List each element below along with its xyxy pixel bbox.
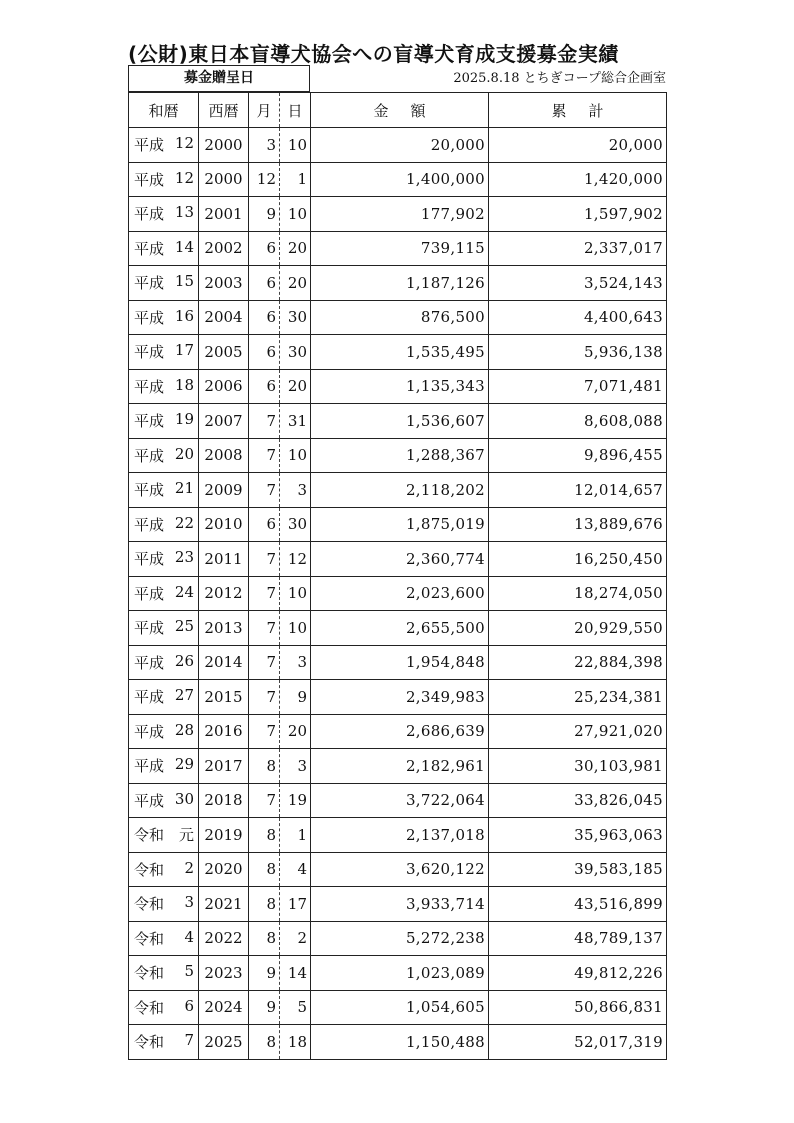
- wareki-cell: [129, 404, 199, 439]
- table-row: [129, 887, 667, 922]
- era-year: 18: [174, 375, 194, 394]
- cumulative-cell: 22,884,398: [489, 645, 667, 680]
- month-cell: 8: [249, 749, 280, 784]
- cumulative-cell: 50,866,831: [489, 990, 667, 1025]
- wareki-cell: [129, 576, 199, 611]
- seireki-cell: 2007: [199, 404, 249, 439]
- amount-cell: 177,902: [311, 197, 489, 232]
- cumulative-cell: 27,921,020: [489, 714, 667, 749]
- day-cell: 1: [280, 818, 311, 853]
- era-year: 29: [174, 755, 194, 774]
- month-cell: 6: [249, 300, 280, 335]
- day-cell: 30: [280, 335, 311, 370]
- era-name: 平成: [134, 308, 165, 327]
- era-name: 平成: [134, 722, 165, 741]
- seireki-cell: 2024: [199, 990, 249, 1025]
- amount-cell: 1,535,495: [311, 335, 489, 370]
- seireki-cell: 2025: [199, 1025, 249, 1060]
- day-cell: 5: [280, 990, 311, 1025]
- wareki-cell: [129, 887, 199, 922]
- day-cell: 19: [280, 783, 311, 818]
- amount-cell: 20,000: [311, 128, 489, 163]
- cumulative-cell: 49,812,226: [489, 956, 667, 991]
- seireki-cell: 2012: [199, 576, 249, 611]
- era-year: 6: [184, 996, 194, 1015]
- era-year: 12: [174, 134, 194, 153]
- header-wareki: 和暦: [129, 93, 199, 128]
- day-cell: 20: [280, 266, 311, 301]
- cumulative-cell: 13,889,676: [489, 507, 667, 542]
- cumulative-cell: 43,516,899: [489, 887, 667, 922]
- cumulative-cell: 3,524,143: [489, 266, 667, 301]
- day-cell: 9: [280, 680, 311, 715]
- wareki-cell: [129, 128, 199, 163]
- wareki-cell: [129, 680, 199, 715]
- era-year: 28: [174, 720, 194, 739]
- header-seireki: 西暦: [199, 93, 249, 128]
- table-row: [129, 783, 667, 818]
- amount-cell: 1,875,019: [311, 507, 489, 542]
- seireki-cell: 2022: [199, 921, 249, 956]
- table-row: [129, 162, 667, 197]
- wareki-cell: [129, 507, 199, 542]
- amount-cell: 1,536,607: [311, 404, 489, 439]
- amount-cell: 1,135,343: [311, 369, 489, 404]
- seireki-cell: 2021: [199, 887, 249, 922]
- cumulative-cell: 7,071,481: [489, 369, 667, 404]
- cumulative-cell: 12,014,657: [489, 473, 667, 508]
- wareki-cell: [129, 473, 199, 508]
- wareki-cell: [129, 231, 199, 266]
- table-row: [129, 128, 667, 163]
- era-year: 16: [174, 306, 194, 325]
- seireki-cell: 2019: [199, 818, 249, 853]
- table-row: [129, 369, 667, 404]
- era-year: 27: [174, 686, 194, 705]
- era-name: 平成: [134, 377, 165, 396]
- cumulative-cell: 48,789,137: [489, 921, 667, 956]
- donation-date-label: 募金贈呈日: [128, 65, 310, 92]
- era-year: 5: [184, 962, 194, 981]
- wareki-cell: [129, 921, 199, 956]
- era-name: 平成: [134, 757, 165, 776]
- wareki-cell: [129, 852, 199, 887]
- wareki-cell: [129, 335, 199, 370]
- cumulative-cell: 8,608,088: [489, 404, 667, 439]
- cumulative-cell: 20,000: [489, 128, 667, 163]
- era-year: 3: [184, 893, 194, 912]
- era-year: 30: [174, 789, 194, 808]
- day-cell: 12: [280, 542, 311, 577]
- day-cell: 10: [280, 611, 311, 646]
- table-row: [129, 645, 667, 680]
- amount-cell: 2,360,774: [311, 542, 489, 577]
- era-name: 令和: [134, 1033, 165, 1052]
- day-cell: 20: [280, 369, 311, 404]
- table-row: [129, 473, 667, 508]
- day-cell: 4: [280, 852, 311, 887]
- wareki-cell: [129, 197, 199, 232]
- month-cell: 7: [249, 611, 280, 646]
- seireki-cell: 2010: [199, 507, 249, 542]
- wareki-cell: [129, 266, 199, 301]
- amount-cell: 876,500: [311, 300, 489, 335]
- amount-cell: 2,137,018: [311, 818, 489, 853]
- era-year: 13: [174, 203, 194, 222]
- table-row: [129, 231, 667, 266]
- cumulative-cell: 25,234,381: [489, 680, 667, 715]
- seireki-cell: 2011: [199, 542, 249, 577]
- seireki-cell: 2014: [199, 645, 249, 680]
- seireki-cell: 2002: [199, 231, 249, 266]
- day-cell: 18: [280, 1025, 311, 1060]
- era-name: 令和: [134, 998, 165, 1017]
- cumulative-cell: 18,274,050: [489, 576, 667, 611]
- cumulative-cell: 20,929,550: [489, 611, 667, 646]
- wareki-cell: [129, 162, 199, 197]
- table-row: [129, 990, 667, 1025]
- era-year: 元: [178, 826, 194, 845]
- seireki-cell: 2001: [199, 197, 249, 232]
- day-cell: 20: [280, 714, 311, 749]
- era-year: 2: [184, 858, 194, 877]
- day-cell: 31: [280, 404, 311, 439]
- seireki-cell: 2018: [199, 783, 249, 818]
- table-header-row: [129, 93, 667, 128]
- seireki-cell: 2006: [199, 369, 249, 404]
- wareki-cell: [129, 542, 199, 577]
- cumulative-cell: 2,337,017: [489, 231, 667, 266]
- amount-cell: 3,620,122: [311, 852, 489, 887]
- era-name: 平成: [134, 584, 165, 603]
- day-cell: 10: [280, 438, 311, 473]
- month-cell: 8: [249, 921, 280, 956]
- day-cell: 30: [280, 300, 311, 335]
- table-row: [129, 852, 667, 887]
- month-cell: 7: [249, 473, 280, 508]
- day-cell: 10: [280, 197, 311, 232]
- amount-cell: 2,686,639: [311, 714, 489, 749]
- month-cell: 6: [249, 369, 280, 404]
- era-name: 令和: [134, 860, 165, 879]
- wareki-cell: [129, 611, 199, 646]
- table-row: [129, 611, 667, 646]
- month-cell: 3: [249, 128, 280, 163]
- subheader: [128, 65, 666, 92]
- day-cell: 10: [280, 576, 311, 611]
- cumulative-cell: 16,250,450: [489, 542, 667, 577]
- day-cell: 17: [280, 887, 311, 922]
- month-cell: 6: [249, 266, 280, 301]
- era-year: 26: [174, 651, 194, 670]
- amount-cell: 2,349,983: [311, 680, 489, 715]
- seireki-cell: 2009: [199, 473, 249, 508]
- era-year: 22: [174, 513, 194, 532]
- header-month: 月: [249, 93, 280, 128]
- wareki-cell: [129, 438, 199, 473]
- era-name: 平成: [134, 205, 165, 224]
- seireki-cell: 2000: [199, 128, 249, 163]
- era-name: 平成: [134, 170, 165, 189]
- era-year: 23: [174, 548, 194, 567]
- cumulative-cell: 1,420,000: [489, 162, 667, 197]
- day-cell: 20: [280, 231, 311, 266]
- era-year: 15: [174, 272, 194, 291]
- month-cell: 7: [249, 404, 280, 439]
- era-year: 19: [174, 410, 194, 429]
- month-cell: 9: [249, 956, 280, 991]
- amount-cell: 1,054,605: [311, 990, 489, 1025]
- seireki-cell: 2023: [199, 956, 249, 991]
- table-row: [129, 266, 667, 301]
- era-name: 平成: [134, 550, 165, 569]
- day-cell: 30: [280, 507, 311, 542]
- cumulative-cell: 33,826,045: [489, 783, 667, 818]
- seireki-cell: 2015: [199, 680, 249, 715]
- wareki-cell: [129, 300, 199, 335]
- era-year: 25: [174, 617, 194, 636]
- header-day: 日: [280, 93, 311, 128]
- month-cell: 12: [249, 162, 280, 197]
- era-year: 12: [174, 168, 194, 187]
- table-row: [129, 749, 667, 784]
- seireki-cell: 2016: [199, 714, 249, 749]
- era-year: 14: [174, 237, 194, 256]
- cumulative-cell: 30,103,981: [489, 749, 667, 784]
- month-cell: 8: [249, 887, 280, 922]
- seireki-cell: 2000: [199, 162, 249, 197]
- table-row: [129, 507, 667, 542]
- month-cell: 9: [249, 197, 280, 232]
- cumulative-cell: 1,597,902: [489, 197, 667, 232]
- day-cell: 2: [280, 921, 311, 956]
- page-title: (公財)東日本盲導犬協会への盲導犬育成支援募金実績: [128, 42, 619, 66]
- era-name: 平成: [134, 688, 165, 707]
- amount-cell: 2,655,500: [311, 611, 489, 646]
- amount-cell: 5,272,238: [311, 921, 489, 956]
- wareki-cell: [129, 714, 199, 749]
- month-cell: 8: [249, 852, 280, 887]
- month-cell: 6: [249, 335, 280, 370]
- era-name: 平成: [134, 481, 165, 500]
- table-row: [129, 956, 667, 991]
- day-cell: 3: [280, 473, 311, 508]
- era-name: 令和: [134, 964, 165, 983]
- wareki-cell: [129, 369, 199, 404]
- seireki-cell: 2013: [199, 611, 249, 646]
- wareki-cell: [129, 990, 199, 1025]
- month-cell: 6: [249, 231, 280, 266]
- table-row: [129, 542, 667, 577]
- seireki-cell: 2020: [199, 852, 249, 887]
- month-cell: 9: [249, 990, 280, 1025]
- wareki-cell: [129, 783, 199, 818]
- month-cell: 7: [249, 783, 280, 818]
- seireki-cell: 2004: [199, 300, 249, 335]
- era-name: 平成: [134, 136, 165, 155]
- cumulative-cell: 4,400,643: [489, 300, 667, 335]
- amount-cell: 1,954,848: [311, 645, 489, 680]
- cumulative-cell: 35,963,063: [489, 818, 667, 853]
- amount-cell: 739,115: [311, 231, 489, 266]
- day-cell: 1: [280, 162, 311, 197]
- era-year: 17: [174, 341, 194, 360]
- era-name: 平成: [134, 446, 165, 465]
- table-row: [129, 404, 667, 439]
- era-name: 平成: [134, 412, 165, 431]
- table-row: [129, 714, 667, 749]
- seireki-cell: 2005: [199, 335, 249, 370]
- month-cell: 6: [249, 507, 280, 542]
- era-name: 平成: [134, 791, 165, 810]
- era-year: 20: [174, 444, 194, 463]
- day-cell: 3: [280, 749, 311, 784]
- header-cumulative: 累計: [489, 93, 667, 128]
- day-cell: 14: [280, 956, 311, 991]
- table-row: [129, 1025, 667, 1060]
- month-cell: 8: [249, 1025, 280, 1060]
- cumulative-cell: 5,936,138: [489, 335, 667, 370]
- era-year: 21: [174, 479, 194, 498]
- era-name: 平成: [134, 653, 165, 672]
- amount-cell: 1,187,126: [311, 266, 489, 301]
- era-name: 令和: [134, 929, 165, 948]
- day-cell: 3: [280, 645, 311, 680]
- amount-cell: 3,722,064: [311, 783, 489, 818]
- cumulative-cell: 52,017,319: [489, 1025, 667, 1060]
- cumulative-cell: 39,583,185: [489, 852, 667, 887]
- amount-cell: 1,150,488: [311, 1025, 489, 1060]
- wareki-cell: [129, 749, 199, 784]
- header-amount: 金額: [311, 93, 489, 128]
- seireki-cell: 2017: [199, 749, 249, 784]
- seireki-cell: 2003: [199, 266, 249, 301]
- donation-table: [128, 92, 667, 1060]
- era-name: 平成: [134, 619, 165, 638]
- table-row: [129, 680, 667, 715]
- amount-cell: 2,182,961: [311, 749, 489, 784]
- era-name: 平成: [134, 239, 165, 258]
- era-year: 4: [184, 927, 194, 946]
- era-name: 令和: [134, 826, 165, 845]
- month-cell: 7: [249, 714, 280, 749]
- cumulative-cell: 9,896,455: [489, 438, 667, 473]
- month-cell: 7: [249, 542, 280, 577]
- wareki-cell: [129, 818, 199, 853]
- wareki-cell: [129, 1025, 199, 1060]
- month-cell: 7: [249, 438, 280, 473]
- table-row: [129, 300, 667, 335]
- wareki-cell: [129, 956, 199, 991]
- table-row: [129, 197, 667, 232]
- amount-cell: 3,933,714: [311, 887, 489, 922]
- amount-cell: 1,023,089: [311, 956, 489, 991]
- month-cell: 7: [249, 680, 280, 715]
- month-cell: 7: [249, 576, 280, 611]
- era-name: 平成: [134, 274, 165, 293]
- seireki-cell: 2008: [199, 438, 249, 473]
- amount-cell: 2,023,600: [311, 576, 489, 611]
- era-year: 7: [184, 1031, 194, 1050]
- era-name: 平成: [134, 343, 165, 362]
- amount-cell: 1,400,000: [311, 162, 489, 197]
- month-cell: 7: [249, 645, 280, 680]
- day-cell: 10: [280, 128, 311, 163]
- table-row: [129, 818, 667, 853]
- date-stamp: 2025.8.18 とちぎコープ総合企画室: [453, 71, 666, 86]
- wareki-cell: [129, 645, 199, 680]
- table-row: [129, 576, 667, 611]
- table-row: [129, 921, 667, 956]
- era-name: 平成: [134, 515, 165, 534]
- amount-cell: 1,288,367: [311, 438, 489, 473]
- era-name: 令和: [134, 895, 165, 914]
- table-row: [129, 438, 667, 473]
- era-year: 24: [174, 582, 194, 601]
- amount-cell: 2,118,202: [311, 473, 489, 508]
- table-row: [129, 335, 667, 370]
- month-cell: 8: [249, 818, 280, 853]
